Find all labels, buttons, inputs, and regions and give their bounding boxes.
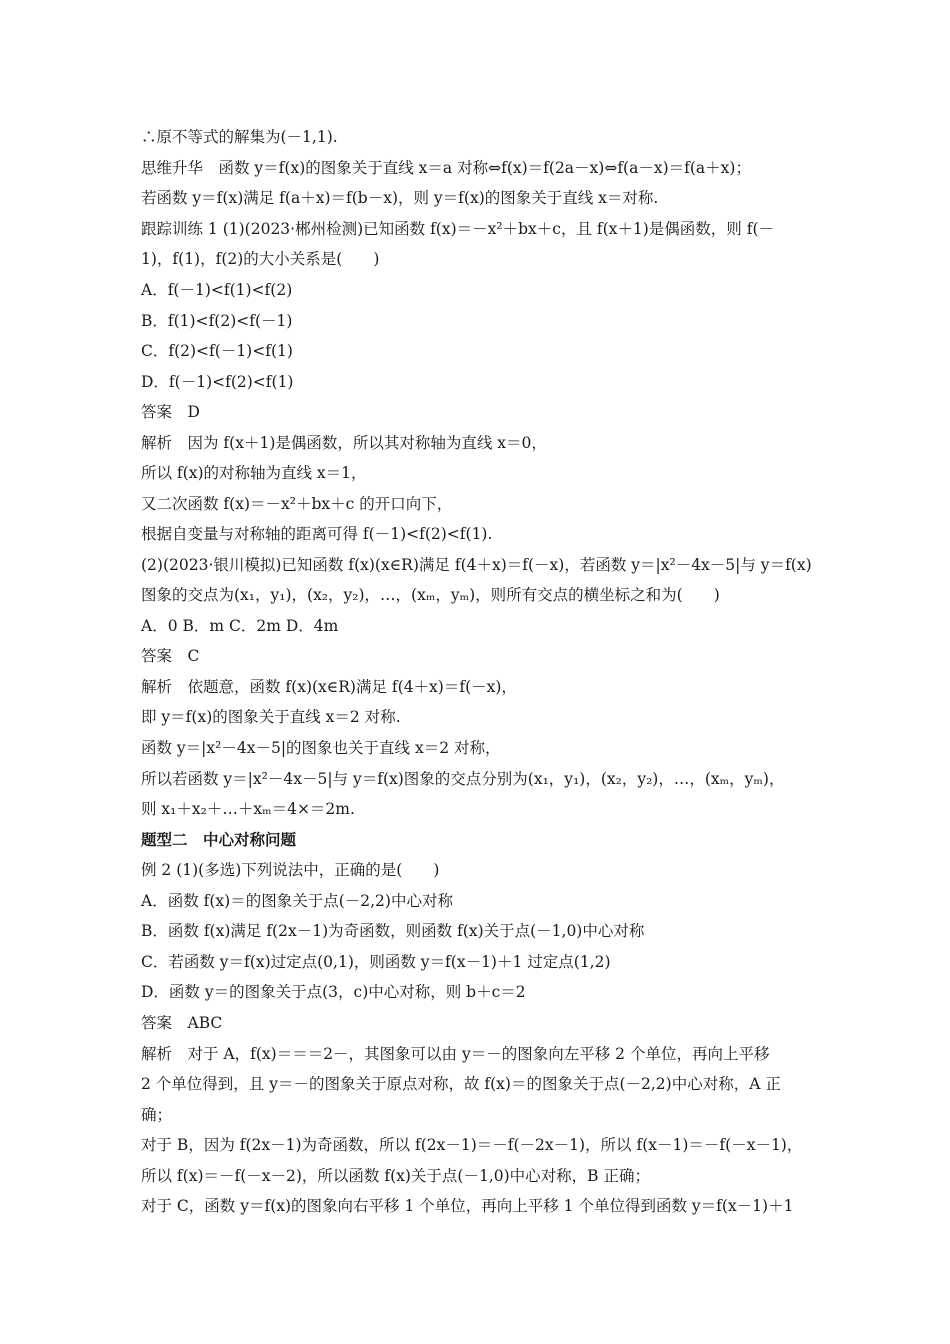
text-line: 图象的交点为(x₁，y₁)，(x₂，y₂)，…，(xₘ，yₘ)，则所有交点的横坐标之和为( ) (141, 586, 720, 604)
text-line: 又二次函数 f(x)＝－x²＋bx＋c 的开口向下， (141, 495, 453, 513)
answer-line: 答案 D (141, 403, 200, 421)
option-line: A．f(－1)<f(1)<f(2) (141, 281, 293, 299)
text-line: 确； (141, 1106, 173, 1124)
text-line: 则 x₁＋x₂＋…＋xₘ＝4×＝2m. (141, 800, 355, 818)
option-line: C．f(2)<f(－1)<f(1) (141, 342, 293, 360)
option-line: C．若函数 y＝f(x)过定点(0,1)，则函数 y＝f(x－1)＋1 过定点(1,2) (141, 953, 611, 971)
text-line: 解析 因为 f(x＋1)是偶函数，所以其对称轴为直线 x＝0， (141, 434, 547, 452)
answer-line: 答案 C (141, 647, 200, 665)
text-line: 对于 B，因为 f(2x－1)为奇函数，所以 f(2x－1)＝－f(－2x－1)，所以 f(x－1)＝－f(－x－1)， (141, 1136, 803, 1154)
text-line: 所以 f(x)的对称轴为直线 x＝1， (141, 464, 367, 482)
option-line: A．0 B．m C．2m D．4m (141, 617, 339, 635)
text-line: 1)，f(1)，f(2)的大小关系是( ) (141, 250, 380, 268)
text-line: 解析 依题意，函数 f(x)(x∈R)满足 f(4＋x)＝f(－x)， (141, 678, 517, 696)
text-line: 所以 f(x)＝－f(－x－2)，所以函数 f(x)关于点(－1,0)中心对称，B 正确； (141, 1167, 650, 1185)
text-line: 思维升华 函数 y＝f(x)的图象关于直线 x＝a 对称⇔f(x)＝f(2a－x)⇔f(a－x)＝f(a＋x)； (141, 159, 751, 177)
text-line: 根据自变量与对称轴的距离可得 f(－1)<f(2)<f(1). (141, 525, 493, 543)
text-line: 例 2 (1)(多选)下列说法中，正确的是( ) (141, 861, 440, 879)
text-line: (2)(2023·银川模拟)已知函数 f(x)(x∈R)满足 f(4＋x)＝f(－x)，若函数 y＝|x²－4x－5|与 y＝f(x) (141, 556, 812, 574)
section-heading: 题型二 中心对称问题 (141, 830, 297, 849)
option-line: D．函数 y＝的图象关于点(3，c)中心对称，则 b＋c＝2 (141, 983, 526, 1001)
option-line: B．函数 f(x)满足 f(2x－1)为奇函数，则函数 f(x)关于点(－1,0)中心对称 (141, 922, 645, 940)
text-line: 即 y＝f(x)的图象关于直线 x＝2 对称. (141, 708, 401, 726)
text-line: 函数 y＝|x²－4x－5|的图象也关于直线 x＝2 对称， (141, 739, 501, 757)
text-line: 跟踪训练 1 (1)(2023·郴州检测)已知函数 f(x)＝－x²＋bx＋c，且 f(x＋1)是偶函数，则 f(－ (141, 220, 775, 238)
text-line: 解析 对于 A，f(x)＝＝＝2－，其图象可以由 y＝－的图象向左平移 2 个单位，再向上平移 (141, 1045, 770, 1063)
text-line: 对于 C，函数 y＝f(x)的图象向右平移 1 个单位，再向上平移 1 个单位得到函数 y＝f(x－1)＋1 (141, 1197, 794, 1215)
text-line: 所以若函数 y＝|x²－4x－5|与 y＝f(x)图象的交点分别为(x₁，y₁)，(x₂，y₂)，…，(xₘ，yₘ)， (141, 770, 785, 788)
text-line: 2 个单位得到，且 y＝－的图象关于原点对称，故 f(x)＝的图象关于点(－2,2)中心对称，A 正 (141, 1075, 781, 1093)
option-line: D．f(－1)<f(2)<f(1) (141, 373, 294, 391)
text-line: 若函数 y＝f(x)满足 f(a＋x)＝f(b－x)，则 y＝f(x)的图象关于直线 x＝对称. (141, 189, 659, 207)
option-line: B．f(1)<f(2)<f(－1) (141, 312, 293, 330)
option-line: A．函数 f(x)＝的图象关于点(－2,2)中心对称 (141, 892, 453, 910)
text-line: ∴原不等式的解集为(－1,1). (141, 128, 338, 146)
answer-line: 答案 ABC (141, 1014, 223, 1032)
